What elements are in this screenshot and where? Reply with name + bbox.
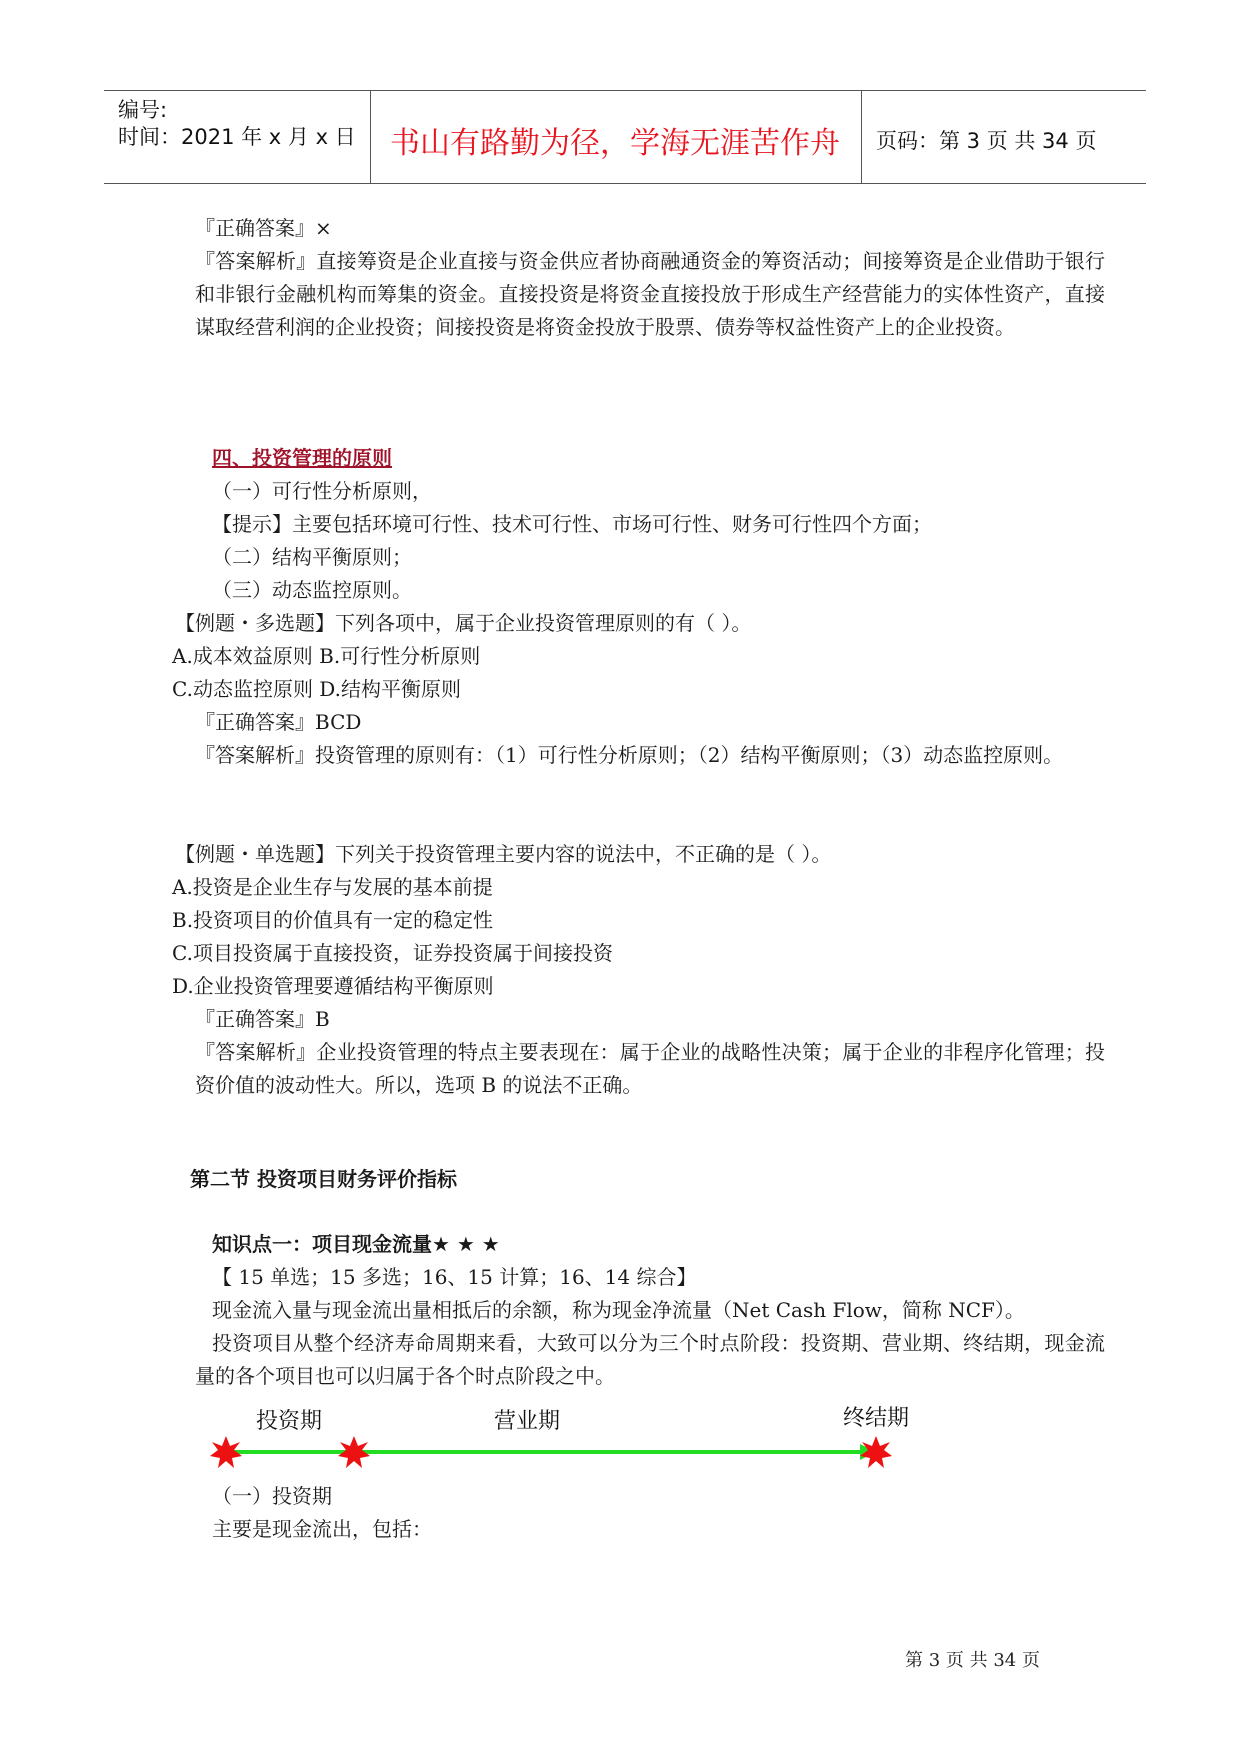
header-serial: 编号: xyxy=(118,98,168,122)
example1-analysis: 『答案解析』投资管理的原则有：（1）可行性分析原则；（2）结构平衡原则；（3）动态监控原则。 xyxy=(195,743,1064,767)
example2-option-a: A.投资是企业生存与发展的基本前提 xyxy=(172,875,493,899)
timeline-label-invest: 投资期 xyxy=(256,1409,323,1434)
example1-options-cd: C.动态监控原则 D.结构平衡原则 xyxy=(172,677,461,701)
header-divider-right xyxy=(861,90,862,183)
header-motto: 书山有路勤为径，学海无涯苦作舟 xyxy=(390,126,840,161)
example1-answer: 『正确答案』BCD xyxy=(195,710,362,734)
header-top-border xyxy=(104,90,1146,91)
chapter-section-title: 第二节 投资项目财务评价指标 xyxy=(190,1167,457,1191)
example2-option-b: B.投资项目的价值具有一定的稳定性 xyxy=(172,908,494,932)
header-bottom-border xyxy=(104,183,1146,184)
investment-period-text: 主要是现金流出，包括： xyxy=(212,1517,432,1541)
timeline-label-end: 终结期 xyxy=(843,1406,910,1431)
investment-period-heading: （一）投资期 xyxy=(212,1484,332,1508)
principle-2: （二）结构平衡原则； xyxy=(212,545,412,569)
knowledge-point-title: 知识点一：项目现金流量★ ★ ★ xyxy=(212,1232,500,1256)
analysis-1: 『答案解析』直接筹资是企业直接与资金供应者协商融通资金的筹资活动；间接筹资是企业借助于银行和非银行金融机构而筹集的资金。直接投资是将资金直接投放于形成生产经营能力的实体性资产，直接谋取经营利润的企业投资；间接投资是将资金投放于股票、债券等权益性资产上的企业投资。 xyxy=(195,249,1105,339)
footer-page-number: 第 3 页 共 34 页 xyxy=(905,1650,1040,1671)
exam-reference: 【 15 单选；15 多选；16、15 计算；16、14 综合】 xyxy=(212,1265,697,1289)
principle-3: （三）动态监控原则。 xyxy=(212,578,412,602)
example2-option-d: D.企业投资管理要遵循结构平衡原则 xyxy=(172,974,494,998)
principle-tip: 【提示】主要包括环境可行性、技术可行性、市场可行性、财务可行性四个方面； xyxy=(212,512,932,536)
header-page-info: 页码：第 3 页 共 34 页 xyxy=(876,129,1097,153)
timeline-diagram xyxy=(0,1422,1241,1482)
example2-answer: 『正确答案』B xyxy=(195,1007,330,1031)
timeline-label-operate: 营业期 xyxy=(494,1409,561,1434)
section-title-principles: 四、投资管理的原则 xyxy=(212,446,392,470)
ncf-definition: 现金流入量与现金流出量相抵后的余额，称为现金净流量（Net Cash Flow，简称 NCF）。 xyxy=(212,1298,1025,1322)
example1-options-ab: A.成本效益原则 B.可行性分析原则 xyxy=(172,644,481,668)
example2-option-c: C.项目投资属于直接投资，证券投资属于间接投资 xyxy=(172,941,613,965)
example2-analysis: 『答案解析』企业投资管理的特点主要表现在：属于企业的战略性决策；属于企业的非程序化管理；投资价值的波动性大。所以，选项 B 的说法不正确。 xyxy=(195,1040,1105,1097)
principle-1: （一）可行性分析原则， xyxy=(212,479,432,503)
lifecycle-paragraph: 投资项目从整个经济寿命周期来看，大致可以分为三个时点阶段：投资期、营业期、终结期，现金流量的各个项目也可以归属于各个时点阶段之中。 xyxy=(195,1331,1105,1388)
example2-question: 【例题・单选题】下列关于投资管理主要内容的说法中，不正确的是（ ）。 xyxy=(175,842,832,866)
header-time: 时间：2021 年 x 月 x 日 xyxy=(118,125,356,149)
example1-question: 【例题・多选题】下列各项中，属于企业投资管理原则的有（ ）。 xyxy=(175,611,752,635)
answer-1: 『正确答案』× xyxy=(195,216,332,240)
